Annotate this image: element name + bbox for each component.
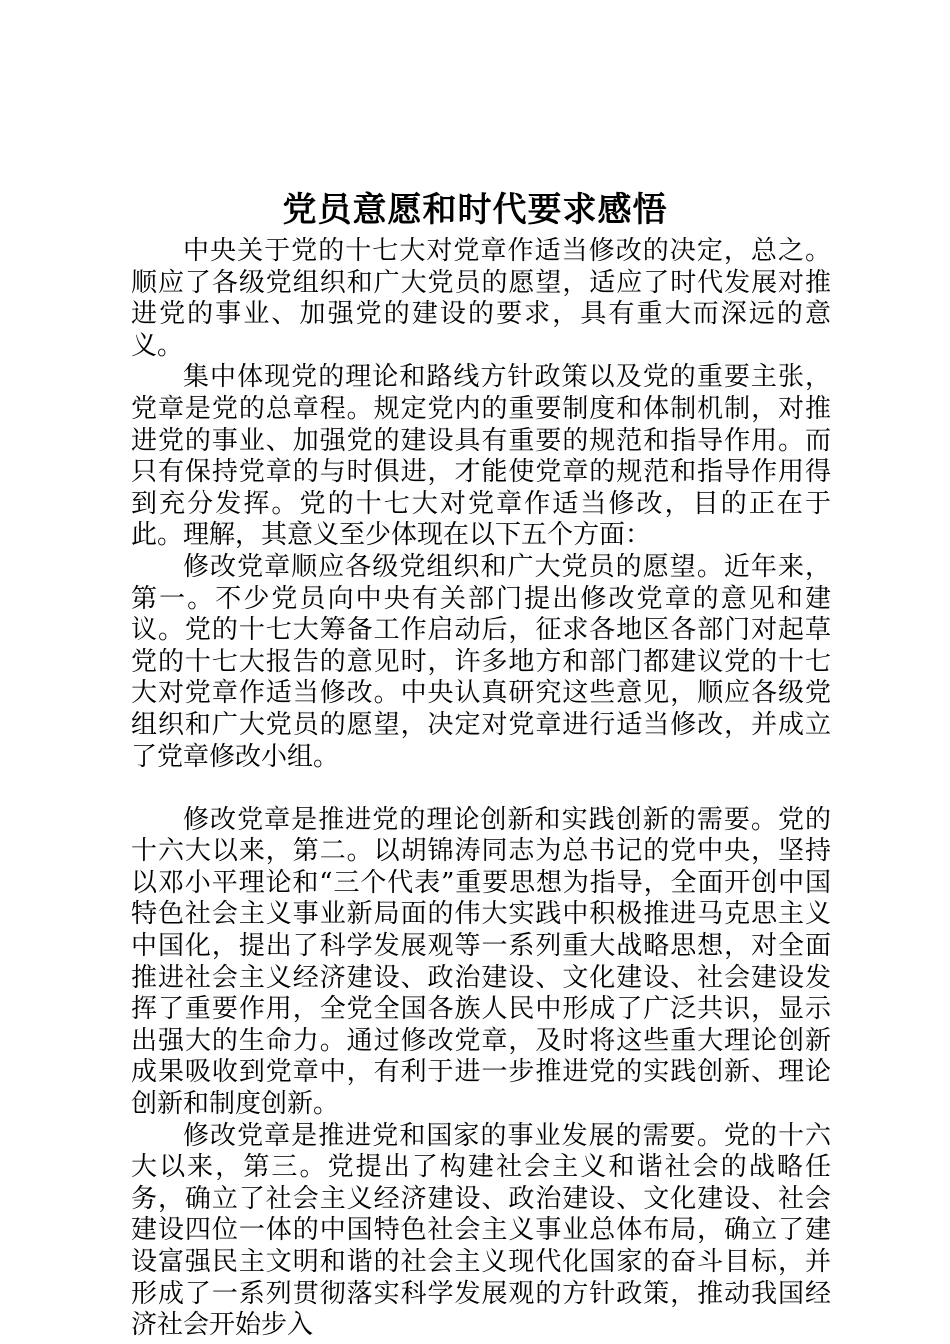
paragraph: 修改党章是推进党的理论创新和实践创新的需要。党的十六大以来，第二。以胡锦涛同志为总书记的党中央，坚持以邓小平理论和“三个代表”重要思想为指导，全面开创中国特色社会主义事业新局面的伟大实践中积极推进马克思主义中国化，提出了科学发展观等一系列重大战略思想，对全面推进社会主义经济建设、政治建设、文化建设、社会建设发挥了重要作用，全党全国各族人民中形成了广泛共识，显示出强大的生命力。通过修改党章，及时将这些重大理论创新成果吸收到党章中，有利于进一步推进党的实践创新、理论创新和制度创新。 (131, 804, 831, 1120)
paragraph: 修改党章顺应各级党组织和广大党员的愿望。近年来，第一。不少党员向中央有关部门提出修改党章的意见和建议。党的十七大筹备工作启动后，征求各地区各部门对起草党的十七大报告的意见时，许多地方和部门都建议党的十七大对党章作适当修改。中央认真研究这些意见，顺应各级党组织和广大党员的愿望，决定对党章进行适当修改，并成立了党章修改小组。 (131, 551, 831, 772)
paragraph: 中央关于党的十七大对党章作适当修改的决定，总之。顺应了各级党组织和广大党员的愿望，适应了时代发展对推进党的事业、加强党的建设的要求，具有重大而深远的意义。 (131, 236, 831, 361)
blank-line (131, 773, 831, 805)
document-title: 党员意愿和时代要求感悟 (282, 190, 668, 230)
paragraph: 集中体现党的理论和路线方针政策以及党的重要主张，党章是党的总章程。规定党内的重要制度和体制机制，对推进党的事业、加强党的建设具有重要的规范和指导作用。而只有保持党章的与时俱进，才能使党章的规范和指导作用得到充分发挥。党的十七大对党章作适当修改，目的正在于此。理解，其意义至少体现在以下五个方面： (131, 362, 831, 551)
paragraph: 修改党章是推进党和国家的事业发展的需要。党的十六大以来，第三。党提出了构建社会主义和谐社会的战略任务，确立了社会主义经济建设、政治建设、文化建设、社会建设四位一体的中国特色社会主义事业总体布局，确立了建设富强民主文明和谐的社会主义现代化国家的奋斗目标，并形成了一系列贯彻落实科学发展观的方针政策，推动我国经济社会开始步入 (131, 1120, 831, 1341)
document-body (131, 236, 831, 1342)
